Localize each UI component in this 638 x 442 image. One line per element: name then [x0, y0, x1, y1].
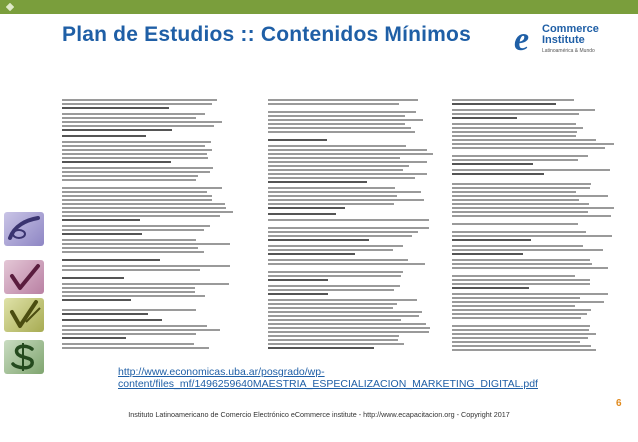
- document-text-line: [268, 259, 408, 261]
- document-text-line: [62, 129, 172, 131]
- document-text-line: [62, 135, 146, 137]
- document-text-line: [62, 337, 126, 339]
- document-text-line: [62, 141, 211, 143]
- document-text-line: [452, 267, 608, 269]
- document-text-line: [268, 245, 403, 247]
- page-number: 6: [616, 398, 622, 409]
- document-text-line: [62, 319, 162, 321]
- document-text-line: [268, 323, 426, 325]
- document-text-line: [452, 117, 517, 119]
- top-bar: [0, 0, 638, 14]
- document-text-line: [268, 173, 427, 175]
- document-text-line: [62, 195, 212, 197]
- document-text-line: [268, 165, 409, 167]
- document-text-line: [62, 203, 225, 205]
- document-text-line: [452, 203, 589, 205]
- document-text-line: [62, 265, 230, 267]
- top-bar-bullet-icon: [6, 3, 14, 11]
- document-text-line: [452, 169, 610, 171]
- document-text-line: [268, 289, 394, 291]
- logo-tagline: Latinoamérica & Mundo: [542, 48, 595, 54]
- document-text-line: [452, 309, 591, 311]
- document-text-line: [62, 329, 220, 331]
- document-text-line: [62, 269, 200, 271]
- document-text-line: [268, 187, 395, 189]
- document-text-line: [452, 297, 580, 299]
- document-text-line: [452, 263, 592, 265]
- document-text-line: [268, 191, 421, 193]
- document-text-line: [268, 293, 328, 295]
- document-text-line: [452, 305, 575, 307]
- document-text-line: [452, 235, 612, 237]
- document-text-line: [452, 183, 591, 185]
- document-text-line: [62, 295, 205, 297]
- document-text-line: [452, 139, 596, 141]
- document-text-line: [452, 313, 587, 315]
- document-text-line: [268, 195, 397, 197]
- document-text-line: [268, 161, 427, 163]
- document-text-line: [452, 325, 590, 327]
- document-text-line: [62, 343, 194, 345]
- document-text-line: [452, 245, 583, 247]
- document-text-line: [452, 173, 544, 175]
- document-text-line: [62, 107, 169, 109]
- document-page-1: [60, 95, 238, 355]
- document-text-line: [452, 223, 578, 225]
- left-pen-check-icon: [4, 298, 44, 332]
- document-text-line: [452, 199, 579, 201]
- document-text-line: [268, 103, 399, 105]
- document-text-line: [268, 153, 433, 155]
- document-text-line: [452, 333, 596, 335]
- document-text-line: [62, 187, 222, 189]
- document-text-line: [62, 161, 171, 163]
- document-text-line: [452, 231, 586, 233]
- document-text-line: [452, 249, 603, 251]
- document-text-line: [268, 219, 429, 221]
- document-text-line: [62, 215, 220, 217]
- document-text-line: [268, 275, 401, 277]
- document-text-line: [268, 139, 327, 141]
- document-text-line: [452, 191, 576, 193]
- document-text-line: [268, 169, 403, 171]
- document-text-line: [268, 347, 374, 349]
- document-text-line: [268, 131, 415, 133]
- document-text-line: [268, 207, 345, 209]
- document-text-line: [268, 253, 355, 255]
- document-text-line: [268, 203, 394, 205]
- document-text-line: [268, 249, 393, 251]
- document-text-line: [452, 293, 608, 295]
- document-text-line: [452, 103, 556, 105]
- document-text-line: [452, 187, 590, 189]
- document-text-line: [452, 195, 608, 197]
- document-text-line: [452, 329, 589, 331]
- document-text-line: [452, 337, 588, 339]
- document-text-line: [268, 149, 427, 151]
- document-text-line: [452, 131, 577, 133]
- document-text-line: [452, 211, 588, 213]
- document-text-line: [62, 117, 196, 119]
- document-text-line: [452, 135, 576, 137]
- document-text-line: [62, 277, 124, 279]
- document-text-line: [268, 145, 406, 147]
- document-text-line: [452, 127, 583, 129]
- curriculum-pdf-link[interactable]: http://www.economicas.uba.ar/posgrado/wp-content/files_mf/1496259640MAESTRIA_ESPECIALIZACION_MARKETING_DIGITAL.pdf: [118, 366, 538, 390]
- document-text-line: [62, 325, 207, 327]
- document-text-line: [62, 175, 198, 177]
- document-text-line: [62, 259, 160, 261]
- document-text-line: [268, 327, 430, 329]
- document-text-line: [268, 335, 399, 337]
- document-text-line: [62, 99, 217, 101]
- document-text-line: [62, 219, 140, 221]
- document-text-line: [268, 235, 412, 237]
- document-text-line: [452, 279, 590, 281]
- document-text-line: [268, 227, 429, 229]
- document-text-line: [268, 127, 411, 129]
- document-text-line: [268, 111, 416, 113]
- document-text-line: [62, 333, 196, 335]
- document-text-line: [62, 287, 195, 289]
- document-text-line: [452, 345, 591, 347]
- document-text-line: [62, 247, 198, 249]
- document-text-line: [452, 301, 604, 303]
- document-text-line: [62, 283, 229, 285]
- document-text-line: [62, 309, 196, 311]
- document-text-line: [268, 319, 401, 321]
- document-text-line: [268, 299, 417, 301]
- document-text-line: [452, 349, 596, 351]
- document-text-line: [62, 125, 214, 127]
- document-text-line: [62, 251, 204, 253]
- document-text-line: [452, 283, 590, 285]
- document-text-line: [62, 225, 210, 227]
- left-checkmark-icon: [4, 260, 44, 294]
- document-text-line: [452, 147, 605, 149]
- document-text-line: [268, 271, 403, 273]
- document-text-line: [62, 211, 233, 213]
- document-text-line: [62, 149, 212, 151]
- document-text-line: [62, 239, 196, 241]
- document-text-line: [268, 285, 400, 287]
- document-text-line: [62, 167, 213, 169]
- document-text-line: [268, 157, 400, 159]
- document-text-line: [268, 311, 422, 313]
- document-text-line: [62, 207, 226, 209]
- document-text-line: [62, 171, 210, 173]
- footer-copyright: Instituto Latinoamericano de Comercio Electrónico eCommerce institute - http://www.ecapacitacion.org - Copyright 2017: [128, 410, 510, 419]
- document-text-line: [62, 299, 131, 301]
- document-text-line: [452, 155, 588, 157]
- logo-brand-line2: Institute: [542, 34, 585, 46]
- document-text-line: [62, 179, 196, 181]
- document-text-line: [62, 347, 209, 349]
- document-text-line: [452, 113, 579, 115]
- document-text-line: [268, 303, 397, 305]
- document-text-line: [268, 199, 424, 201]
- document-text-line: [452, 99, 574, 101]
- document-page-2: [266, 95, 436, 355]
- document-text-line: [452, 163, 533, 165]
- document-text-line: [62, 121, 222, 123]
- document-text-line: [268, 231, 418, 233]
- document-text-line: [62, 199, 212, 201]
- document-text-line: [452, 207, 614, 209]
- document-text-line: [452, 341, 580, 343]
- document-text-line: [268, 181, 367, 183]
- document-text-line: [62, 157, 208, 159]
- document-page-3: [450, 95, 616, 355]
- document-text-line: [452, 253, 523, 255]
- logo-mark: e: [514, 21, 530, 58]
- document-text-line: [268, 339, 398, 341]
- document-text-line: [268, 307, 393, 309]
- ecommerce-institute-logo: [512, 20, 638, 62]
- document-text-line: [452, 109, 595, 111]
- document-text-line: [452, 215, 611, 217]
- document-text-line: [268, 263, 425, 265]
- left-pen-icon: [4, 212, 44, 246]
- document-text-line: [268, 99, 418, 101]
- document-text-line: [62, 191, 207, 193]
- document-text-line: [452, 239, 531, 241]
- document-text-line: [452, 259, 590, 261]
- document-text-line: [268, 239, 369, 241]
- document-text-line: [452, 123, 576, 125]
- document-text-line: [62, 153, 207, 155]
- document-text-line: [268, 123, 405, 125]
- document-text-line: [452, 159, 578, 161]
- document-text-line: [452, 143, 614, 145]
- document-text-line: [62, 233, 142, 235]
- document-text-line: [62, 291, 195, 293]
- document-text-line: [268, 279, 328, 281]
- document-text-line: [62, 313, 148, 315]
- logo-brand-line1: Commerce: [542, 23, 599, 35]
- document-text-line: [62, 145, 205, 147]
- document-text-line: [452, 317, 581, 319]
- left-dollar-icon: [4, 340, 44, 374]
- document-text-line: [62, 243, 230, 245]
- document-text-line: [268, 115, 405, 117]
- document-text-line: [268, 343, 404, 345]
- document-text-line: [268, 119, 423, 121]
- document-text-line: [452, 275, 575, 277]
- document-text-line: [268, 177, 415, 179]
- document-text-line: [62, 113, 205, 115]
- document-text-line: [268, 315, 419, 317]
- document-text-line: [62, 103, 212, 105]
- slide-title: Plan de Estudios :: Contenidos Mínimos: [62, 23, 471, 46]
- document-text-line: [268, 213, 336, 215]
- document-text-line: [268, 331, 429, 333]
- document-text-line: [452, 287, 529, 289]
- document-text-line: [62, 229, 204, 231]
